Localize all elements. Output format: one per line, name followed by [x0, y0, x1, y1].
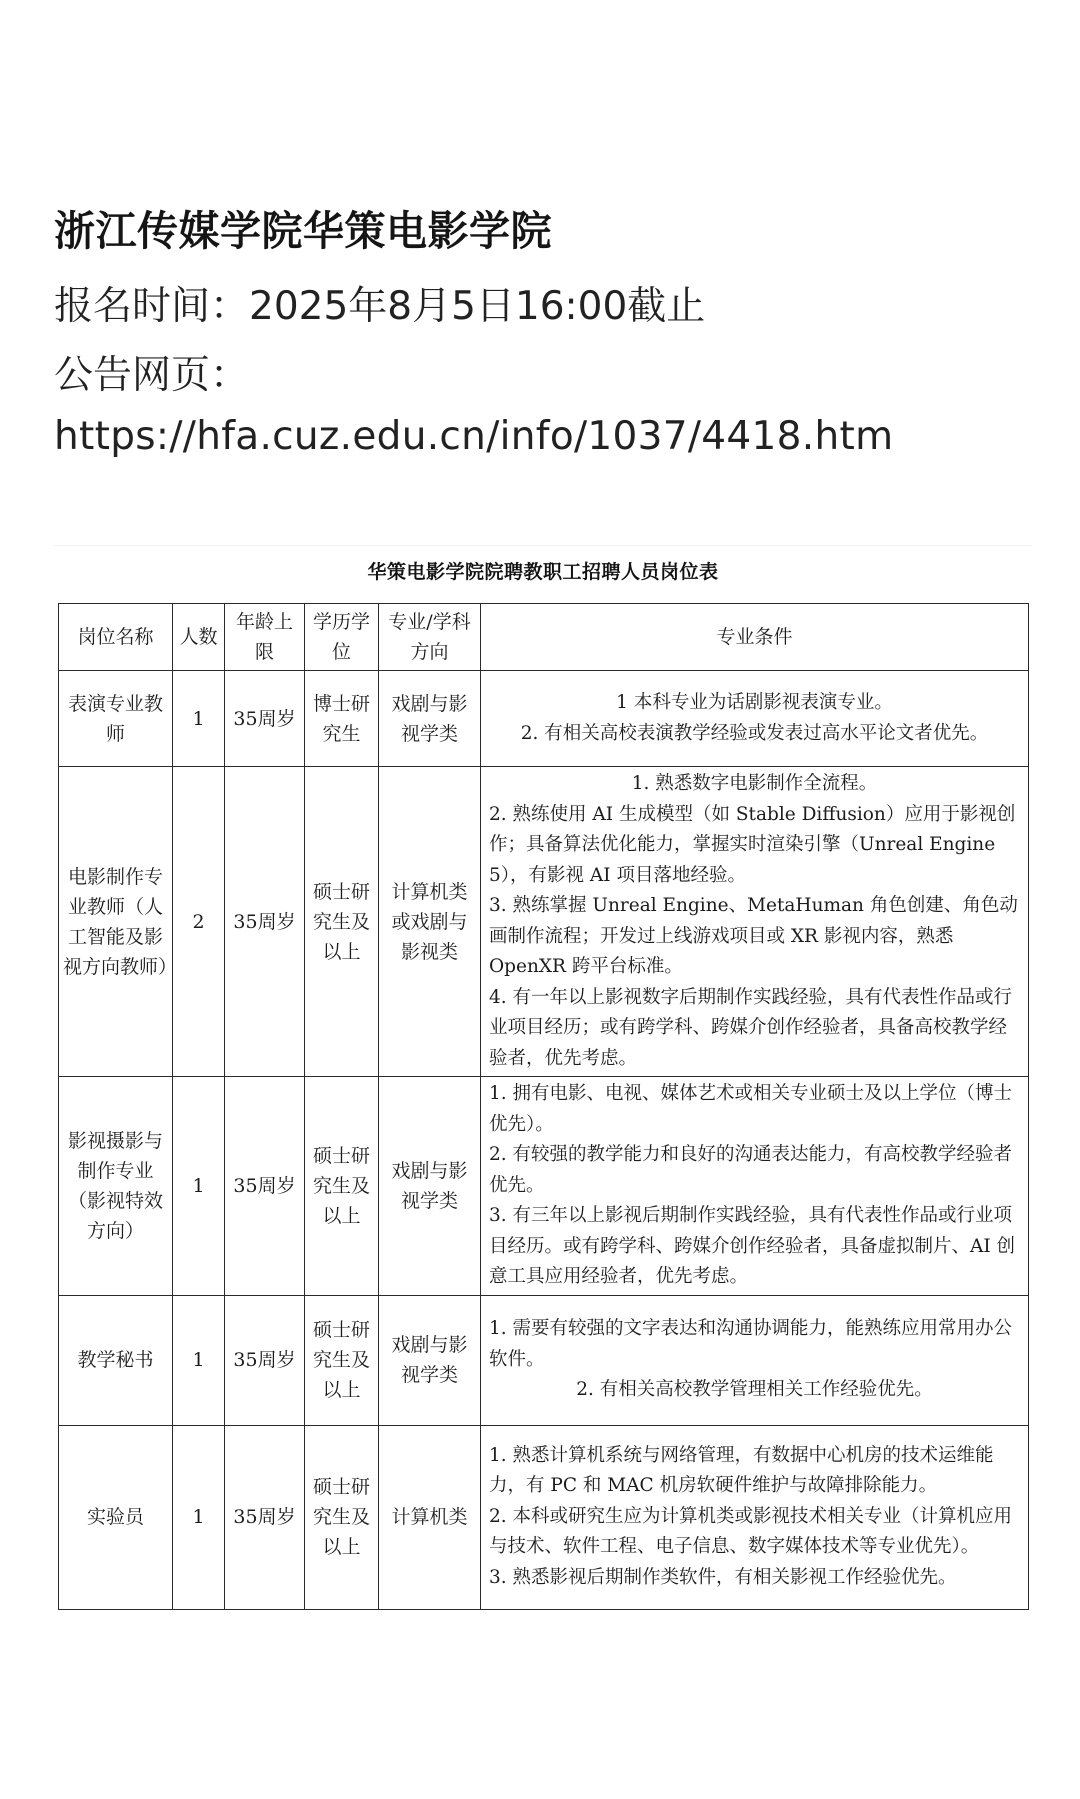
- requirement-line: 1. 熟悉数字电影制作全流程。: [631, 773, 878, 794]
- header-education: 学历学位: [305, 604, 379, 671]
- table-row: [59, 1077, 1029, 1296]
- cell-requirements: [481, 671, 1029, 767]
- cell-education: 博士研究生: [305, 671, 379, 767]
- table-row: [59, 1295, 1029, 1425]
- cell-count: 1: [173, 671, 225, 767]
- cell-count: 1: [173, 1425, 225, 1609]
- table-row: [59, 1425, 1029, 1609]
- requirement-line: 2. 有相关高校表演教学经验或发表过高水平论文者优先。: [520, 722, 989, 744]
- requirement-line: 2. 有较强的教学能力和良好的沟通表达能力，有高校教学经验者优先。: [489, 1144, 1013, 1196]
- header-major: 专业/学科方向: [379, 604, 481, 671]
- cell-age: 35周岁: [225, 767, 305, 1077]
- requirement-line: 4. 有一年以上影视数字后期制作实践经验，具有代表性作品或行业项目经历；或有跨学科、跨媒介创作经验者，具备高校教学经验者，优先考虑。: [489, 986, 1013, 1069]
- requirement-line: 1 本科专业为话剧影视表演专业。: [616, 692, 893, 713]
- table-header-row: [59, 604, 1029, 671]
- requirement-line: 2. 本科或研究生应为计算机类或影视技术相关专业（计算机应用与技术、软件工程、电子信息、数字媒体技术等专业优先）。: [489, 1505, 1013, 1558]
- cell-education: 硕士研究生及以上: [305, 767, 379, 1077]
- cell-education: 硕士研究生及以上: [305, 1077, 379, 1296]
- table-title: 华策电影学院院聘教职工招聘人员岗位表: [367, 561, 719, 583]
- requirement-line: 3. 熟练掌握 Unreal Engine、MetaHuman 角色创建、角色动画制作流程；开发过上线游戏项目或 XR 影视内容，熟悉 OpenXR 跨平台标准。: [489, 895, 1018, 977]
- job-table-image: [54, 545, 1032, 1610]
- cell-requirements: [481, 767, 1029, 1077]
- cell-major: 戏剧与影视学类: [379, 1077, 481, 1296]
- cell-position: 电影制作专业教师（人工智能及影视方向教师）: [59, 767, 173, 1077]
- header-count: 人数: [173, 604, 225, 671]
- requirement-line: 1. 熟悉计算机系统与网络管理，有数据中心机房的技术运维能力，有 PC 和 MAC 机房软硬件维护与故障排除能力。: [489, 1444, 994, 1497]
- table-row: [59, 767, 1029, 1077]
- registration-deadline: 报名时间：2025年8月5日16:00截止: [54, 284, 706, 329]
- announcement-label: 公告网页：: [54, 353, 250, 398]
- cell-position: 影视摄影与制作专业（影视特效方向）: [59, 1077, 173, 1296]
- job-positions-table: [58, 603, 1029, 1610]
- cell-major: 戏剧与影视学类: [379, 671, 481, 767]
- cell-count: 1: [173, 1295, 225, 1425]
- cell-age: 35周岁: [225, 1295, 305, 1425]
- header-position: 岗位名称: [59, 604, 173, 671]
- cell-major: 计算机类: [379, 1425, 481, 1609]
- cell-major: 计算机类或戏剧与影视类: [379, 767, 481, 1077]
- header-requirements: 专业条件: [481, 604, 1029, 671]
- cell-requirements: [481, 1295, 1029, 1425]
- announcement-url[interactable]: https://hfa.cuz.edu.cn/info/1037/4418.htm: [54, 414, 894, 459]
- header-age: 年龄上限: [225, 604, 305, 671]
- post-title: 浙江传媒学院华策电影学院: [54, 207, 552, 255]
- cell-age: 35周岁: [225, 671, 305, 767]
- image-top-border: [54, 545, 1032, 546]
- cell-requirements: [481, 1425, 1029, 1609]
- cell-education: 硕士研究生及以上: [305, 1425, 379, 1609]
- cell-age: 35周岁: [225, 1425, 305, 1609]
- requirement-line: 2. 有相关高校教学管理相关工作经验优先。: [576, 1379, 933, 1401]
- requirement-line: 3. 熟悉影视后期制作类软件，有相关影视工作经验优先。: [489, 1566, 957, 1588]
- requirement-line: 1. 需要有较强的文字表达和沟通协调能力，能熟练应用常用办公软件。: [489, 1318, 1013, 1370]
- requirement-line: 2. 熟练使用 AI 生成模型（如 Stable Diffusion）应用于影视创作；具备算法优化能力，掌握实时渲染引擎（Unreal Engine 5），有影视 AI 项目落地经验。: [489, 803, 1016, 886]
- requirement-line: 1. 拥有电影、电视、媒体艺术或相关专业硕士及以上学位（博士优先）。: [489, 1083, 1013, 1135]
- cell-position: 表演专业教师: [59, 671, 173, 767]
- cell-requirements: [481, 1077, 1029, 1296]
- cell-position: 教学秘书: [59, 1295, 173, 1425]
- cell-count: 1: [173, 1077, 225, 1296]
- cell-age: 35周岁: [225, 1077, 305, 1296]
- cell-major: 戏剧与影视学类: [379, 1295, 481, 1425]
- cell-count: 2: [173, 767, 225, 1077]
- table-row: [59, 671, 1029, 767]
- cell-position: 实验员: [59, 1425, 173, 1609]
- cell-education: 硕士研究生及以上: [305, 1295, 379, 1425]
- requirement-line: 3. 有三年以上影视后期制作实践经验，具有代表性作品或行业项目经历。或有跨学科、跨媒介创作经验者，具备虚拟制片、AI 创意工具应用经验者，优先考虑。: [489, 1205, 1016, 1287]
